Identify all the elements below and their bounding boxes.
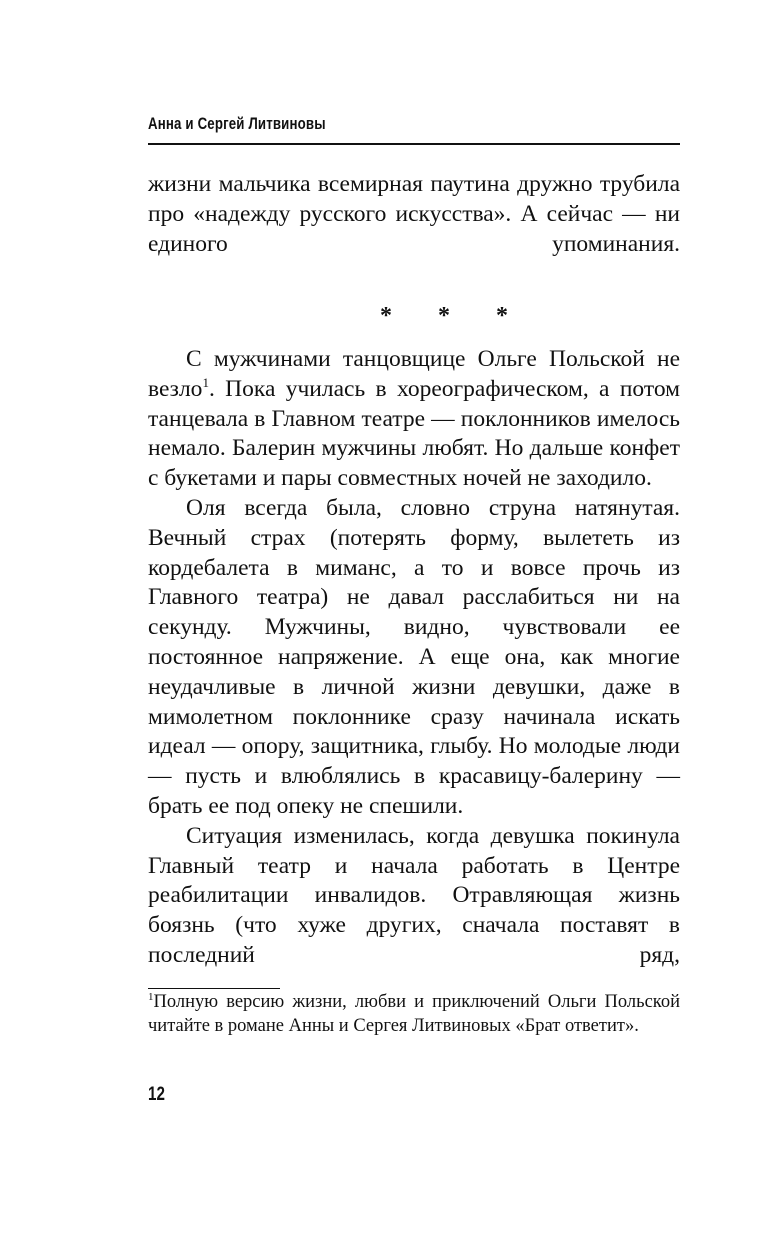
paragraph-1-rest: . Пока училась в хореографическом, а потом танцевала в Главном театре — поклонников имелось немало. Балерин мужчины любят. Но дальше конфет с букетами и пары совместных ночей не заходило.	[148, 375, 680, 492]
page-number: 12	[148, 1084, 165, 1105]
running-title: Анна и Сергей Литвиновы	[148, 114, 326, 133]
paragraph-2: Оля всегда была, словно струна натянутая. Вечный страх (потерять форму, вылететь из кордебалета в миманс, а то и вовсе прочь из Главного театра) не давал расслабиться ни на секунду. Мужчины, видно, чувствовали ее постоянное напряжение. А еще она, как многие неудачливые в личной жизни девушки, даже в мимолетном поклоннике сразу начинала искать идеал — опору, защитника, глыбу. Но молодые люди — пусть и влюблялись в красавицу-балерину — брать ее под опеку не спешили.	[148, 494, 680, 819]
section-separator: * * *	[380, 303, 528, 329]
header-rule	[148, 143, 680, 145]
footnote-text: Полную версию жизни, любви и приключений Ольги Польской читайте в романе Анны и Сергея Литвиновых «Брат ответит».	[148, 992, 680, 1036]
paragraph-1	[148, 345, 680, 494]
text-block-top	[148, 170, 680, 259]
footnote-rule	[148, 988, 280, 989]
text-block-main	[148, 345, 680, 971]
footnote-marker: 1	[148, 991, 154, 1003]
footnote	[148, 990, 680, 1038]
paragraph-1-start: С мужчинами танцовщице Ольге Польской не везло	[148, 346, 680, 402]
footnote-reference: 1	[202, 374, 209, 390]
paragraph-3: Ситуация изменилась, когда девушка покинула Главный театр и начала работать в Центре реабилитации инвалидов. Отравляющая жизнь боязнь (что хуже других, сначала поставят в последний ряд,	[148, 822, 680, 968]
paragraph-continuation: жизни мальчика всемирная паутина дружно трубила про «надежду русского искусства». А сейчас — ни единого упоминания.	[148, 171, 680, 257]
